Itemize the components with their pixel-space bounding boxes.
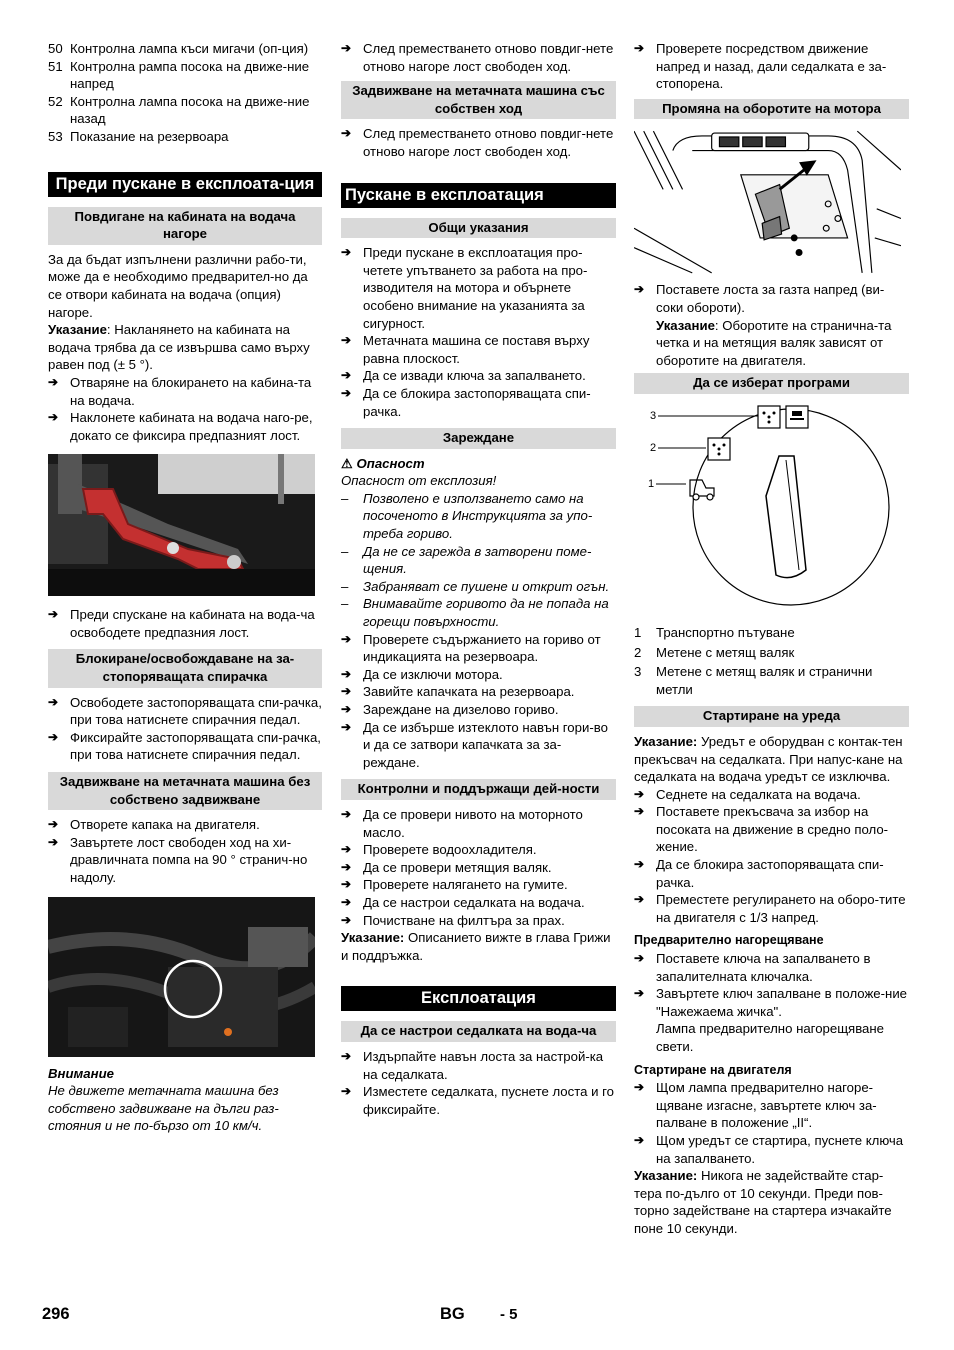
warning-triangle-icon: ⚠ bbox=[341, 455, 357, 471]
arrow-icon: ➔ bbox=[634, 951, 645, 966]
step-item: ➔ Преместете регулирането на оборо-тите на двигателя с 1/3 напред. bbox=[634, 892, 906, 925]
list-item: – Внимавайте горивото да не попада на горещи повърхности. bbox=[341, 596, 609, 630]
step-item: ➔ Проверете налягането на гумите. bbox=[341, 877, 568, 893]
step-item: ➔ Да се избърше изтеклото навън гори-во и да се затвори капачката за за-реждане. bbox=[341, 719, 608, 770]
list-item: 3 Метене с метящ валяк и странични метли bbox=[634, 664, 873, 697]
arrow-icon: ➔ bbox=[341, 126, 352, 141]
note: Указание: Оборотите на странична-та четка и на метящия валяк зависят от оборотите на двигателя. bbox=[656, 317, 892, 368]
subsection-title: Контролни и поддържащи дей-ности bbox=[341, 779, 616, 800]
subsection-title: Промяна на оборотите на мотора bbox=[634, 99, 909, 120]
subsection-title: Да се настрои седалката на вода-ча bbox=[341, 1021, 616, 1042]
hydraulic-pump-photo bbox=[48, 897, 315, 1057]
arrow-icon: ➔ bbox=[48, 607, 59, 622]
step-item: ➔ Поставете ключа на запалването в запалителната ключалка. bbox=[634, 951, 871, 984]
arrow-icon: ➔ bbox=[341, 877, 352, 892]
subsection-title: Задвижване на метачната машина без собствено задвижване bbox=[48, 772, 322, 810]
list-item: 51 Контролна рампа посока на движе-ние напред bbox=[48, 58, 310, 92]
step-item: ➔ Завъртете ключ запалване в положе-ние "Нажежаема жичка". bbox=[634, 986, 908, 1019]
step-item: ➔ Отворете капака на двигателя. bbox=[48, 817, 260, 833]
list-item: – Позволено е използването само на посоченото в Инструкцията за упо-треба гориво. bbox=[341, 490, 593, 542]
step-item: ➔ Да се настрои седалката на водача. bbox=[341, 894, 585, 910]
list-item: – Забраняват се пушене и открит огън. bbox=[341, 578, 610, 594]
step-item: ➔ Поставете лоста за газта напред (ви-соки обороти). bbox=[634, 282, 885, 315]
arrow-icon: ➔ bbox=[634, 986, 645, 1001]
arrow-icon: ➔ bbox=[341, 894, 352, 909]
arrow-icon: ➔ bbox=[634, 41, 645, 55]
language-code: BG bbox=[440, 1305, 465, 1323]
arrow-icon: ➔ bbox=[634, 892, 645, 907]
step-item: ➔ Почистване на филтъра за прах. bbox=[341, 912, 565, 928]
list-item: – Да не се зарежда в затворени поме-щения. bbox=[341, 543, 592, 577]
list-item: 52 Контролна лампа посока на движе-ние назад bbox=[48, 93, 310, 127]
arrow-icon: ➔ bbox=[634, 804, 645, 819]
dial-label: 2 bbox=[650, 441, 657, 454]
step-item: ➔ Да се блокира застопоряващата спи-рачка. bbox=[341, 385, 591, 419]
legend-list bbox=[48, 40, 322, 146]
subsection-title: Общи указания bbox=[341, 218, 616, 239]
program-dial-figure bbox=[634, 400, 909, 618]
step-item: ➔ Да се провери нивото на моторното масло. bbox=[341, 806, 583, 840]
page-number: 296 bbox=[42, 1305, 70, 1323]
step-item: ➔ Завъртете лост свободен ход на хи-дравличната помпа на 90 ° странич-но надолу. bbox=[48, 834, 308, 885]
warning-label: Внимание bbox=[48, 1065, 114, 1081]
step-item: ➔ След преместването отново повдиг-нете отново нагоре лост свободен ход. bbox=[341, 41, 614, 74]
step-item: ➔ Да се провери метящия валяк. bbox=[341, 859, 552, 875]
arrow-icon: ➔ bbox=[634, 786, 645, 801]
column-1 bbox=[48, 40, 322, 1135]
minor-heading: Стартиране на двигателя bbox=[634, 1062, 792, 1077]
arrow-icon: ➔ bbox=[341, 842, 352, 857]
list-item: 2 Метене с метящ валяк bbox=[634, 644, 795, 660]
step-item: ➔ Фиксирайте застопоряващата спи-рачка, при това натиснете спирачния педал. bbox=[48, 729, 321, 763]
minor-heading: Предварително нагорещяване bbox=[634, 933, 824, 948]
step-item: ➔ Изместете седалката, пуснете лоста и го фиксирайте. bbox=[341, 1084, 615, 1117]
step-item: ➔ Да се изключи мотора. bbox=[341, 666, 503, 682]
arrow-icon: ➔ bbox=[634, 1080, 645, 1095]
arrow-icon: ➔ bbox=[341, 806, 352, 821]
step-item: ➔ Седнете на седалката на водача. bbox=[634, 786, 861, 802]
danger-text: Опасност от експлозия! bbox=[341, 473, 497, 489]
step-item: ➔ Да се блокира застопоряващата спи-рачка. bbox=[634, 857, 884, 890]
step-item: ➔ Метачната машина се поставя върху равна плоскост. bbox=[341, 333, 590, 366]
step-item: ➔ Освободете застопоряващата спи-рачка, при това натиснете спирачния педал. bbox=[48, 694, 322, 728]
step-item: ➔ Щом лампа предварително нагоре-щяване изгасне, завъртете ключ за-палване в положение „II“. bbox=[634, 1080, 877, 1131]
note: Указание: Описанието вижте в глава Грижи и поддръжка. bbox=[341, 930, 611, 963]
subsection-title: Да се изберат програми bbox=[634, 373, 909, 394]
subsection-title: Стартиране на уреда bbox=[634, 706, 909, 727]
column-2 bbox=[341, 40, 616, 1118]
arrow-icon: ➔ bbox=[634, 857, 645, 872]
subsection-title: Зареждане bbox=[341, 428, 616, 449]
warning-text: Не движете метачната машина без собствено задвижване на дълги раз-стояния и не по-бързо от 10 км/ч. bbox=[48, 1083, 279, 1134]
paragraph: За да бъдат изпълнени различни рабо-ти, може да е необходимо предварител-но да се отвори кабината на водача (опция) нагоре. bbox=[48, 251, 308, 320]
arrow-icon: ➔ bbox=[341, 666, 352, 681]
arrow-icon: ➔ bbox=[634, 282, 645, 297]
column-3 bbox=[634, 40, 909, 1238]
paragraph: Лампа предварително нагорещяване свети. bbox=[656, 1021, 885, 1054]
section-title: Преди пускане в експлоата-ция bbox=[48, 172, 322, 197]
step-item: ➔ Проверете посредством движение напред и назад, дали седалката е за-стопорена. bbox=[634, 41, 887, 92]
arrow-icon: ➔ bbox=[341, 684, 352, 699]
sub-page-number: - 5 bbox=[500, 1306, 518, 1323]
step-item: ➔ Щом уредът се стартира, пуснете ключа на запалването. bbox=[634, 1132, 904, 1166]
step-item: ➔ Преди спускане на кабината на вода-ча освободете предпазния лост. bbox=[48, 607, 315, 640]
arrow-icon: ➔ bbox=[341, 385, 352, 400]
arrow-icon: ➔ bbox=[341, 912, 352, 927]
subsection-title: Повдигане на кабината на водача нагоре bbox=[48, 207, 322, 245]
arrow-icon: ➔ bbox=[341, 719, 352, 734]
step-item: ➔ Да се извади ключа за запалването. bbox=[341, 368, 586, 384]
list-item: 50 Контролна лампа къси мигачи (оп-ция) bbox=[48, 41, 309, 56]
arrow-icon: ➔ bbox=[341, 1048, 352, 1063]
arrow-icon: ➔ bbox=[48, 410, 59, 425]
arrow-icon: ➔ bbox=[48, 374, 59, 389]
arrow-icon: ➔ bbox=[341, 1084, 352, 1099]
arrow-icon: ➔ bbox=[341, 631, 352, 646]
section-title: Пускане в експлоатация bbox=[341, 183, 616, 208]
arrow-icon: ➔ bbox=[341, 859, 352, 874]
step-item: ➔ Наклонете кабината на водача наго-ре, докато се фиксира предпазният лост. bbox=[48, 410, 313, 443]
arrow-icon: ➔ bbox=[341, 702, 352, 716]
arrow-icon: ➔ bbox=[48, 817, 59, 832]
arrow-icon: ➔ bbox=[48, 694, 59, 709]
step-item: ➔ Проверете съдържанието на гориво от индикацията на резервоара. bbox=[341, 631, 601, 665]
step-item: ➔ Отваряне на блокирането на кабина-та на водача. bbox=[48, 374, 312, 408]
arrow-icon: ➔ bbox=[341, 245, 352, 260]
arrow-icon: ➔ bbox=[48, 729, 59, 744]
arrow-icon: ➔ bbox=[341, 333, 352, 348]
danger-label: ⚠ Опасност bbox=[341, 455, 425, 471]
step-item: ➔ Преди пускане в експлоатация про-четете упътването за работа на про-изводителя на мотора и обърнете особено внимание на указанията за сигурност. bbox=[341, 245, 588, 331]
step-item: ➔ Завийте капачката на резервоара. bbox=[341, 684, 575, 700]
arrow-icon: ➔ bbox=[48, 834, 59, 849]
note: Указание: Накланянето на кабината на водача трябва да се извършва само върху равен под (± 5 °). bbox=[48, 322, 310, 373]
step-item: ➔ Издърпайте навън лоста за настрой-ка на седалката. bbox=[341, 1048, 604, 1082]
step-item: ➔ Проверете водоохладителя. bbox=[341, 842, 537, 858]
subsection-title: Блокиране/освобождаване на за-стопоряващата спирачка bbox=[48, 649, 322, 687]
step-item: ➔ Зареждане на дизелово гориво. bbox=[341, 702, 559, 717]
arrow-icon: ➔ bbox=[341, 41, 352, 55]
program-dial-drawing bbox=[634, 400, 909, 618]
dial-label: 1 bbox=[648, 477, 655, 490]
step-item: ➔ След преместването отново повдиг-нете отново нагоре лост свободен ход. bbox=[341, 126, 614, 159]
arrow-icon: ➔ bbox=[341, 368, 352, 383]
cab-lock-photo bbox=[48, 454, 315, 596]
note: Указание: Никога не задействайте стар-тера по-дълго от 10 секунди. Преди пов-торно задействане на стартера изчакайте поне 10 секунди. bbox=[634, 1168, 892, 1236]
dial-label: 3 bbox=[650, 409, 657, 422]
subsection-title: Задвижване на метачната машина със собствен ход bbox=[341, 81, 616, 119]
step-item: ➔ Поставете прекъсвача за избор на посоката на движение в средно поло-жение. bbox=[634, 804, 889, 855]
arrow-icon: ➔ bbox=[634, 1132, 645, 1147]
throttle-lever-drawing bbox=[634, 129, 901, 275]
list-item: 1 Транспортно пътуване bbox=[634, 624, 795, 640]
list-item: 53 Показание на резервоара bbox=[48, 128, 229, 144]
note: Указание: Уредът е оборудван с контак-тен прекъсвач на седалката. При напус-кане на седалката на водача уредът се изключва. bbox=[634, 733, 903, 785]
section-title: Експлоатация bbox=[341, 986, 616, 1011]
